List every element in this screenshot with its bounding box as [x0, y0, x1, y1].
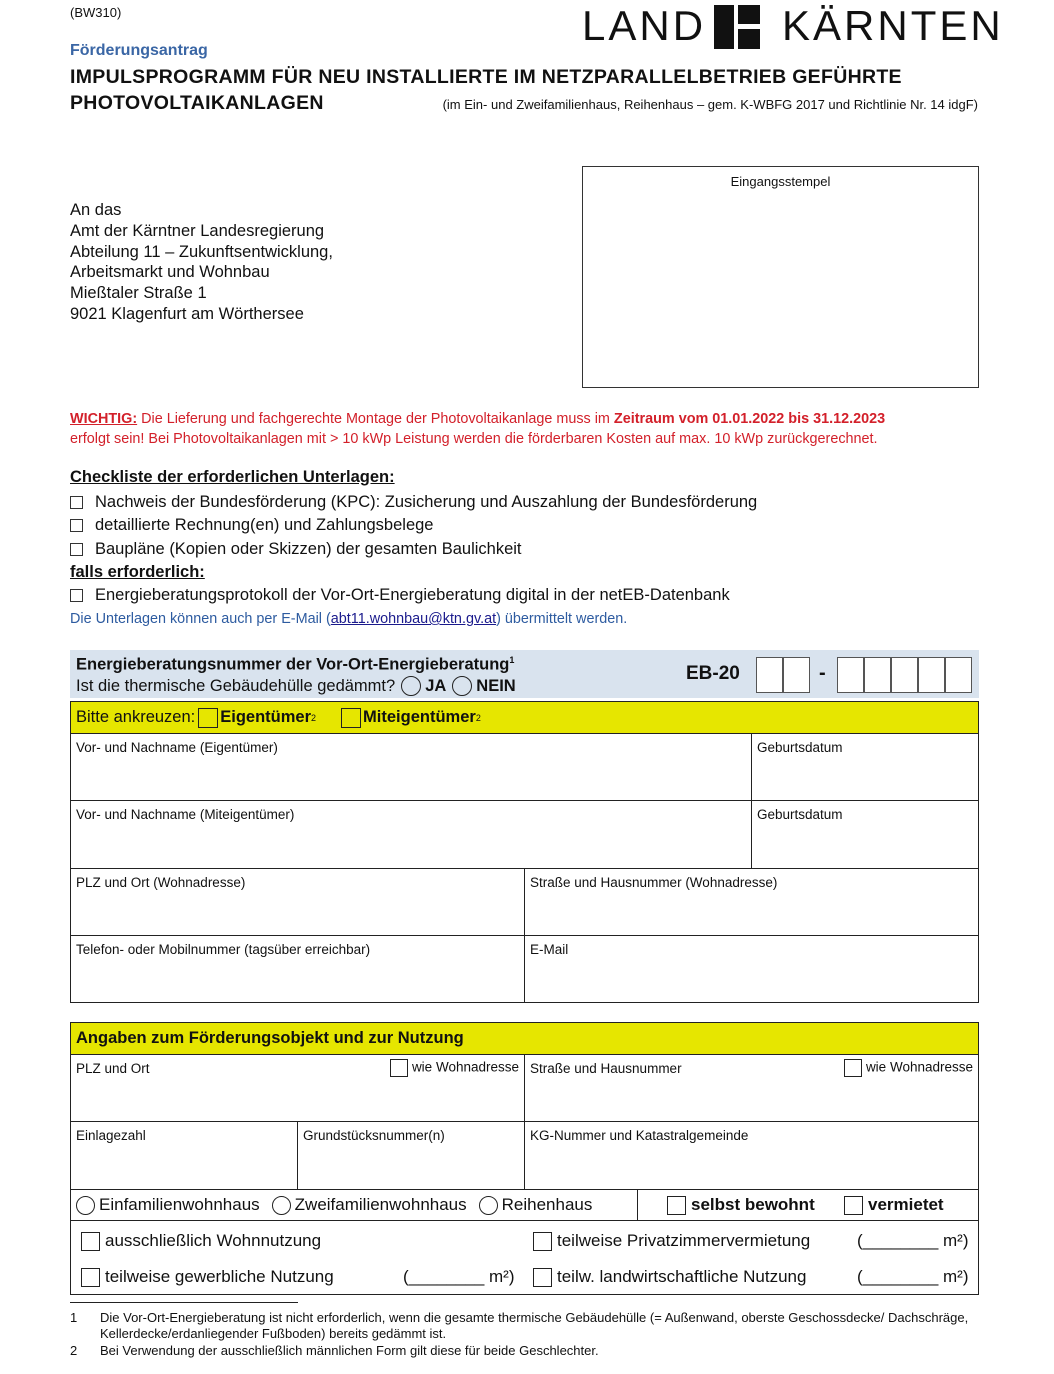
checkbox[interactable] — [667, 1196, 686, 1215]
email-note-text: Die Unterlagen können auch per E-Mail ( — [70, 611, 331, 627]
area-field[interactable] — [857, 1231, 969, 1251]
checklist-item-label: Baupläne (Kopien oder Skizzen) der gesamten Baulichkeit — [95, 540, 522, 558]
area-field-text: (________ m²) — [403, 1267, 515, 1286]
owner-checkbox[interactable] — [198, 708, 218, 728]
coowner-birth-field[interactable] — [752, 801, 978, 868]
important-text-1: Die Lieferung und fachgerechte Montage der Photovoltaikanlage muss im — [137, 411, 614, 427]
address-line: Abteilung 11 – Zukunftsentwicklung, — [70, 242, 333, 261]
field-label: Einlagezahl — [76, 1128, 146, 1143]
object-street-field[interactable] — [525, 1055, 978, 1121]
checkbox[interactable] — [70, 543, 83, 556]
checklist-item[interactable] — [70, 493, 757, 512]
field-label: Straße und Hausnummer (Wohnadresse) — [530, 875, 778, 890]
important-text-2: erfolgt sein! Bei Photovoltaikanlagen mit > 10 kWp Leistung werden die förderbaren Kosten auf max. 10 kWp zurückgerechnet. — [70, 431, 878, 447]
field-label: Geburtsdatum — [757, 740, 843, 755]
owner-select-bar — [71, 702, 978, 734]
field-label: Vor- und Nachname (Miteigentümer) — [76, 807, 295, 822]
checkbox[interactable] — [81, 1232, 100, 1251]
eb-digit-field[interactable] — [783, 657, 810, 693]
option-label: teilw. landwirtschaftliche Nutzung — [557, 1267, 807, 1286]
eb-digit-field[interactable] — [945, 657, 972, 693]
owner-section — [70, 701, 979, 1003]
field-label: Telefon- oder Mobilnummer (tagsüber erreichbar) — [76, 942, 371, 957]
option-label: teilweise gewerbliche Nutzung — [105, 1267, 334, 1286]
footnote-number: 2 — [70, 1343, 78, 1358]
coowner-checkbox[interactable] — [341, 708, 361, 728]
einlagezahl-field[interactable] — [71, 1122, 298, 1189]
owner-label: Eigentümer — [220, 708, 312, 726]
owner-prompt: Bitte ankreuzen: — [76, 708, 196, 726]
footnote — [70, 1310, 980, 1342]
stamp-label: Eingangsstempel — [730, 174, 831, 189]
email-note — [70, 611, 627, 627]
form-subtitle: (im Ein- und Zweifamilienhaus, Reihenhaus – gem. K-WBFG 2017 und Richtlinie Nr. 14 idgF) — [442, 97, 978, 112]
address-line: Mießtaler Straße 1 — [70, 284, 207, 303]
option-label: teilweise Privatzimmervermietung — [557, 1231, 811, 1250]
no-label: NEIN — [476, 676, 516, 695]
insulation-question — [76, 676, 516, 696]
usage-exclusive-option[interactable] — [81, 1231, 321, 1251]
radio[interactable] — [76, 1196, 95, 1215]
energy-consulting-label — [76, 655, 514, 675]
option-label: selbst bewohnt — [691, 1195, 815, 1214]
phone-field[interactable] — [71, 936, 525, 1002]
object-section — [70, 1022, 979, 1190]
footnote-text: Bei Verwendung der ausschließlich männlichen Form gilt diese für beide Geschlechter. — [100, 1343, 599, 1358]
owner-name-field[interactable] — [71, 734, 752, 800]
footnote-number: 1 — [70, 1310, 78, 1325]
email-field[interactable] — [525, 936, 978, 1002]
divider — [637, 1190, 638, 1220]
object-zip-city-field[interactable] — [71, 1055, 525, 1121]
area-field[interactable] — [403, 1267, 515, 1287]
footnote-ref: 1 — [509, 655, 515, 665]
same-as-home-option[interactable] — [844, 1059, 973, 1115]
checkbox[interactable] — [533, 1268, 552, 1287]
house-type-option[interactable] — [479, 1195, 593, 1215]
option-label: vermietet — [868, 1195, 944, 1214]
receipt-stamp-box — [582, 166, 979, 388]
land-kaernten-logo — [582, 2, 1004, 50]
energy-consulting-bar — [70, 650, 979, 698]
yes-radio[interactable] — [401, 676, 421, 696]
coowner-label: Miteigentümer — [363, 708, 476, 726]
eb-number-prefix: EB-20 — [686, 663, 740, 684]
checkbox[interactable] — [533, 1232, 552, 1251]
checkbox[interactable] — [70, 519, 83, 532]
option-label: Reihenhaus — [501, 1195, 593, 1214]
area-field-text: (________ m²) — [857, 1231, 969, 1250]
logo-kaernten-text: KÄRNTEN — [782, 2, 1004, 49]
usage-section — [70, 1221, 979, 1295]
field-label: wie Wohnadresse — [411, 1059, 519, 1075]
home-zip-city-field[interactable] — [71, 869, 525, 935]
same-as-home-option[interactable] — [390, 1059, 519, 1115]
checkbox[interactable] — [844, 1196, 863, 1215]
field-label: wie Wohnadresse — [865, 1059, 973, 1075]
rented-option[interactable] — [844, 1195, 944, 1215]
usage-private-rooms-option[interactable] — [533, 1231, 810, 1251]
form-type: Förderungsantrag — [70, 42, 208, 59]
option-label: Zweifamilienwohnhaus — [294, 1195, 467, 1214]
checklist-item-label: Nachweis der Bundesförderung (KPC): Zusicherung und Auszahlung der Bundesförderung — [95, 493, 758, 511]
footnote-ref: 2 — [475, 712, 481, 723]
address-line: An das — [70, 201, 122, 219]
eb-digit-field[interactable] — [756, 657, 783, 693]
footnote-ref: 2 — [311, 712, 317, 723]
house-type-option[interactable] — [272, 1195, 467, 1215]
object-section-title — [71, 1023, 978, 1055]
house-type-option[interactable] — [76, 1195, 260, 1215]
eb-digit-field[interactable] — [918, 657, 945, 693]
kg-number-field[interactable] — [525, 1122, 978, 1189]
field-label: Geburtsdatum — [757, 807, 843, 822]
footnote-divider — [70, 1302, 298, 1303]
usage-agricultural-option[interactable] — [533, 1267, 806, 1287]
self-occupied-option[interactable] — [667, 1195, 815, 1215]
checklist-title: Checkliste der erforderlichen Unterlagen: — [70, 468, 395, 486]
logo-mark-icon — [714, 5, 760, 49]
insulation-question-text: Ist die thermische Gebäudehülle gedämmt? — [76, 676, 396, 695]
email-note-text: ) übermittelt werden. — [496, 611, 628, 627]
home-street-field[interactable] — [525, 869, 978, 935]
form-title-line2: PHOTOVOLTAIKANLAGEN — [70, 92, 324, 114]
form-title-line1: IMPULSPROGRAMM FÜR NEU INSTALLIERTE IM NETZPARALLELBETRIEB GEFÜHRTE — [70, 66, 902, 88]
radio[interactable] — [479, 1196, 498, 1215]
optional-title: falls erforderlich: — [70, 563, 205, 581]
checkbox[interactable] — [70, 589, 83, 602]
important-label: WICHTIG: — [70, 411, 138, 427]
checklist-item[interactable] — [70, 516, 433, 535]
object-title-text: Angaben zum Förderungsobjekt und zur Nutzung — [76, 1029, 464, 1047]
option-label: ausschließlich Wohnnutzung — [105, 1231, 322, 1250]
address-line: Arbeitsmarkt und Wohnbau — [70, 263, 270, 282]
usage-commercial-option[interactable] — [81, 1267, 334, 1287]
eb-digit-field[interactable] — [864, 657, 891, 693]
radio[interactable] — [272, 1196, 291, 1215]
eb-separator: - — [819, 662, 826, 684]
area-field-text: (________ m²) — [857, 1267, 969, 1286]
option-label: Einfamilienwohnhaus — [99, 1195, 260, 1214]
checklist-item-label: detaillierte Rechnung(en) und Zahlungsbelege — [95, 516, 434, 534]
no-radio[interactable] — [452, 676, 472, 696]
form-code: (BW310) — [70, 5, 122, 20]
checkbox[interactable] — [70, 496, 83, 509]
email-link[interactable]: abt11.wohnbau@ktn.gv.at — [330, 611, 497, 627]
area-field[interactable] — [857, 1267, 969, 1287]
yes-label: JA — [425, 676, 447, 695]
checkbox[interactable] — [390, 1059, 408, 1077]
field-label: E-Mail — [530, 942, 569, 957]
checklist-item[interactable] — [70, 586, 730, 605]
recipient-address — [70, 200, 333, 325]
checkbox[interactable] — [81, 1268, 100, 1287]
field-label: PLZ und Ort — [76, 1061, 150, 1076]
house-type-row — [70, 1190, 979, 1221]
coowner-name-field[interactable] — [71, 801, 752, 868]
eb-digit-field[interactable] — [837, 657, 864, 693]
parcel-number-field[interactable] — [298, 1122, 525, 1189]
address-line: Amt der Kärntner Landesregierung — [70, 221, 325, 240]
field-label: Straße und Hausnummer — [530, 1061, 682, 1076]
owner-birth-field[interactable] — [752, 734, 978, 800]
field-label: KG-Nummer und Katastralgemeinde — [530, 1128, 749, 1143]
field-label: Grundstücksnummer(n) — [303, 1128, 445, 1143]
checklist-item-label: Energieberatungsprotokoll der Vor-Ort-Energieberatung digital in der netEB-Datenbank — [95, 586, 730, 604]
logo-land-text: LAND — [582, 2, 707, 49]
field-label: Vor- und Nachname (Eigentümer) — [76, 740, 278, 755]
eb-digit-field[interactable] — [891, 657, 918, 693]
energy-label-text: Energieberatungsnummer der Vor-Ort-Energieberatung — [76, 655, 510, 674]
footnote — [70, 1343, 980, 1359]
field-label: PLZ und Ort (Wohnadresse) — [76, 875, 246, 890]
checkbox[interactable] — [844, 1059, 862, 1077]
important-notice — [70, 409, 980, 449]
footnote-text: Die Vor-Ort-Energieberatung ist nicht erforderlich, wenn die gesamte thermische Gebäudehülle (= Außenwand, oberste Geschossdecke/ Dachschräge, Kellerdecke/erdanliegender Fußboden) bereits gedämmt ist. — [100, 1310, 969, 1341]
checklist-item[interactable] — [70, 540, 522, 559]
address-line: 9021 Klagenfurt am Wörthersee — [70, 304, 304, 323]
important-period: Zeitraum vom 01.01.2022 bis 31.12.2023 — [613, 411, 886, 427]
